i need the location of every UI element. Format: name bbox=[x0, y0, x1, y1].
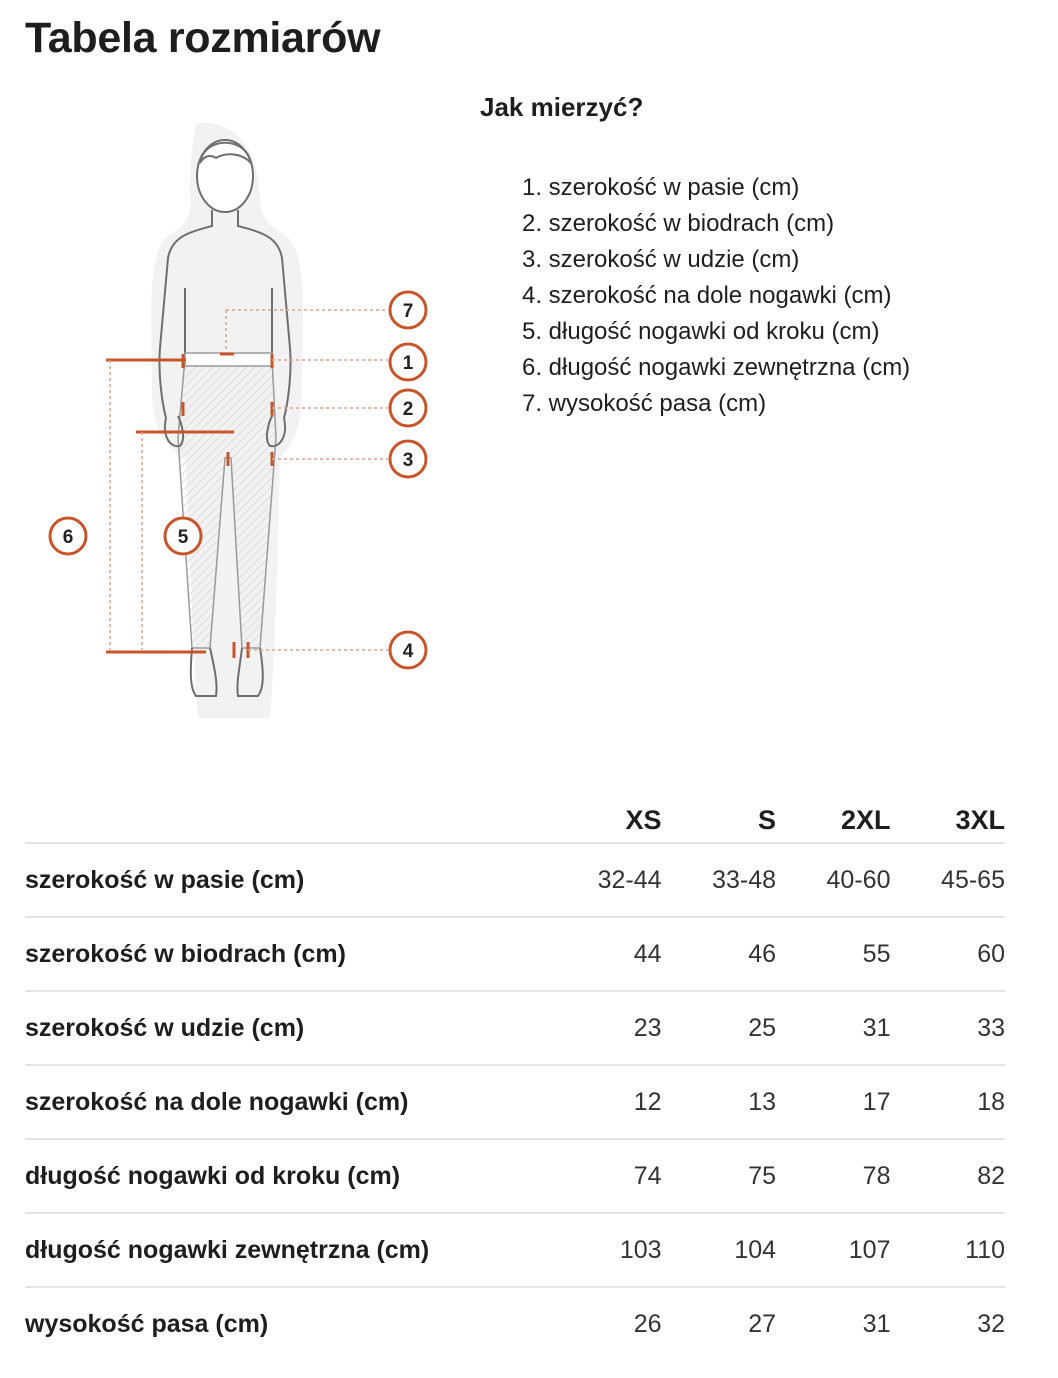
howto-list bbox=[522, 170, 910, 422]
marker-3 bbox=[390, 441, 426, 477]
marker-2-label: 2 bbox=[402, 399, 414, 420]
table-row bbox=[25, 1213, 1005, 1287]
table-cell: 32-44 bbox=[547, 843, 661, 917]
table-cell: 45-65 bbox=[890, 843, 1005, 917]
page-title: Tabela rozmiarów bbox=[25, 14, 381, 62]
table-row bbox=[25, 1065, 1005, 1139]
row-label: wysokość pasa (cm) bbox=[25, 1310, 269, 1338]
howto-title: Jak mierzyć? bbox=[480, 92, 644, 122]
howto-item: 1. szerokość w pasie (cm) bbox=[522, 174, 800, 201]
size-table bbox=[25, 790, 1005, 1361]
table-cell: 44 bbox=[547, 917, 661, 991]
row-label: długość nogawki zewnętrzna (cm) bbox=[25, 1213, 547, 1287]
measurement-figure bbox=[20, 118, 450, 728]
marker-3-label: 3 bbox=[402, 450, 414, 471]
table-row bbox=[25, 991, 1005, 1065]
size-header-xs: XS bbox=[547, 790, 661, 843]
table-cell: 78 bbox=[776, 1139, 890, 1213]
table-cell: 32 bbox=[977, 1310, 1005, 1338]
table-row bbox=[25, 1139, 1005, 1213]
table-row bbox=[25, 843, 1005, 917]
size-header-3xl: 3XL bbox=[890, 790, 1005, 843]
table-cell: 27 bbox=[748, 1310, 777, 1338]
howto-item: 4. szerokość na dole nogawki (cm) bbox=[522, 282, 892, 309]
marker-1 bbox=[390, 344, 426, 380]
marker-6 bbox=[50, 518, 86, 554]
row-label: długość nogawki od kroku (cm) bbox=[25, 1139, 547, 1213]
table-row bbox=[25, 917, 1005, 991]
marker-4-label: 4 bbox=[402, 641, 414, 662]
table-corner bbox=[25, 790, 547, 843]
table-cell: 46 bbox=[662, 917, 776, 991]
marker-7 bbox=[390, 292, 426, 328]
table-cell: 74 bbox=[547, 1139, 661, 1213]
table-cell: 82 bbox=[890, 1139, 1005, 1213]
row-label: szerokość w udzie (cm) bbox=[25, 991, 547, 1065]
table-cell: 60 bbox=[890, 917, 1005, 991]
marker-7-label: 7 bbox=[402, 301, 414, 322]
size-header-2xl: 2XL bbox=[776, 790, 890, 843]
row-label: szerokość w pasie (cm) bbox=[25, 843, 547, 917]
table-cell: 75 bbox=[662, 1139, 776, 1213]
table-cell: 13 bbox=[662, 1065, 776, 1139]
table-cell: 31 bbox=[862, 1310, 891, 1338]
marker-4 bbox=[390, 632, 426, 668]
table-cell: 110 bbox=[890, 1213, 1005, 1287]
table-cell: 40-60 bbox=[776, 843, 890, 917]
size-header-row bbox=[25, 790, 1005, 843]
table-cell: 25 bbox=[662, 991, 776, 1065]
howto-item: 3. szerokość w udzie (cm) bbox=[522, 246, 800, 273]
marker-6-label: 6 bbox=[62, 527, 74, 548]
howto-item: 7. wysokość pasa (cm) bbox=[522, 390, 767, 417]
table-cell: 33-48 bbox=[662, 843, 776, 917]
marker-2 bbox=[390, 390, 426, 426]
row-label: szerokość na dole nogawki (cm) bbox=[25, 1065, 547, 1139]
table-cell: 103 bbox=[547, 1213, 661, 1287]
marker-5-label: 5 bbox=[177, 527, 189, 548]
table-cell: 104 bbox=[662, 1213, 776, 1287]
table-cell: 18 bbox=[890, 1065, 1005, 1139]
marker-5 bbox=[165, 518, 201, 554]
row-label: szerokość w biodrach (cm) bbox=[25, 917, 547, 991]
table-cell: 17 bbox=[776, 1065, 890, 1139]
howto-item: 6. długość nogawki zewnętrzna (cm) bbox=[522, 354, 911, 381]
table-row bbox=[25, 1287, 1005, 1361]
howto-item: 2. szerokość w biodrach (cm) bbox=[522, 210, 835, 237]
table-cell: 31 bbox=[776, 991, 890, 1065]
table-cell: 107 bbox=[776, 1213, 890, 1287]
table-cell: 23 bbox=[547, 991, 661, 1065]
table-cell: 55 bbox=[776, 917, 890, 991]
table-cell: 26 bbox=[633, 1310, 662, 1338]
howto-item: 5. długość nogawki od kroku (cm) bbox=[522, 318, 880, 345]
marker-1-label: 1 bbox=[402, 353, 414, 374]
table-cell: 12 bbox=[547, 1065, 661, 1139]
size-header-s: S bbox=[662, 790, 776, 843]
table-cell: 33 bbox=[890, 991, 1005, 1065]
